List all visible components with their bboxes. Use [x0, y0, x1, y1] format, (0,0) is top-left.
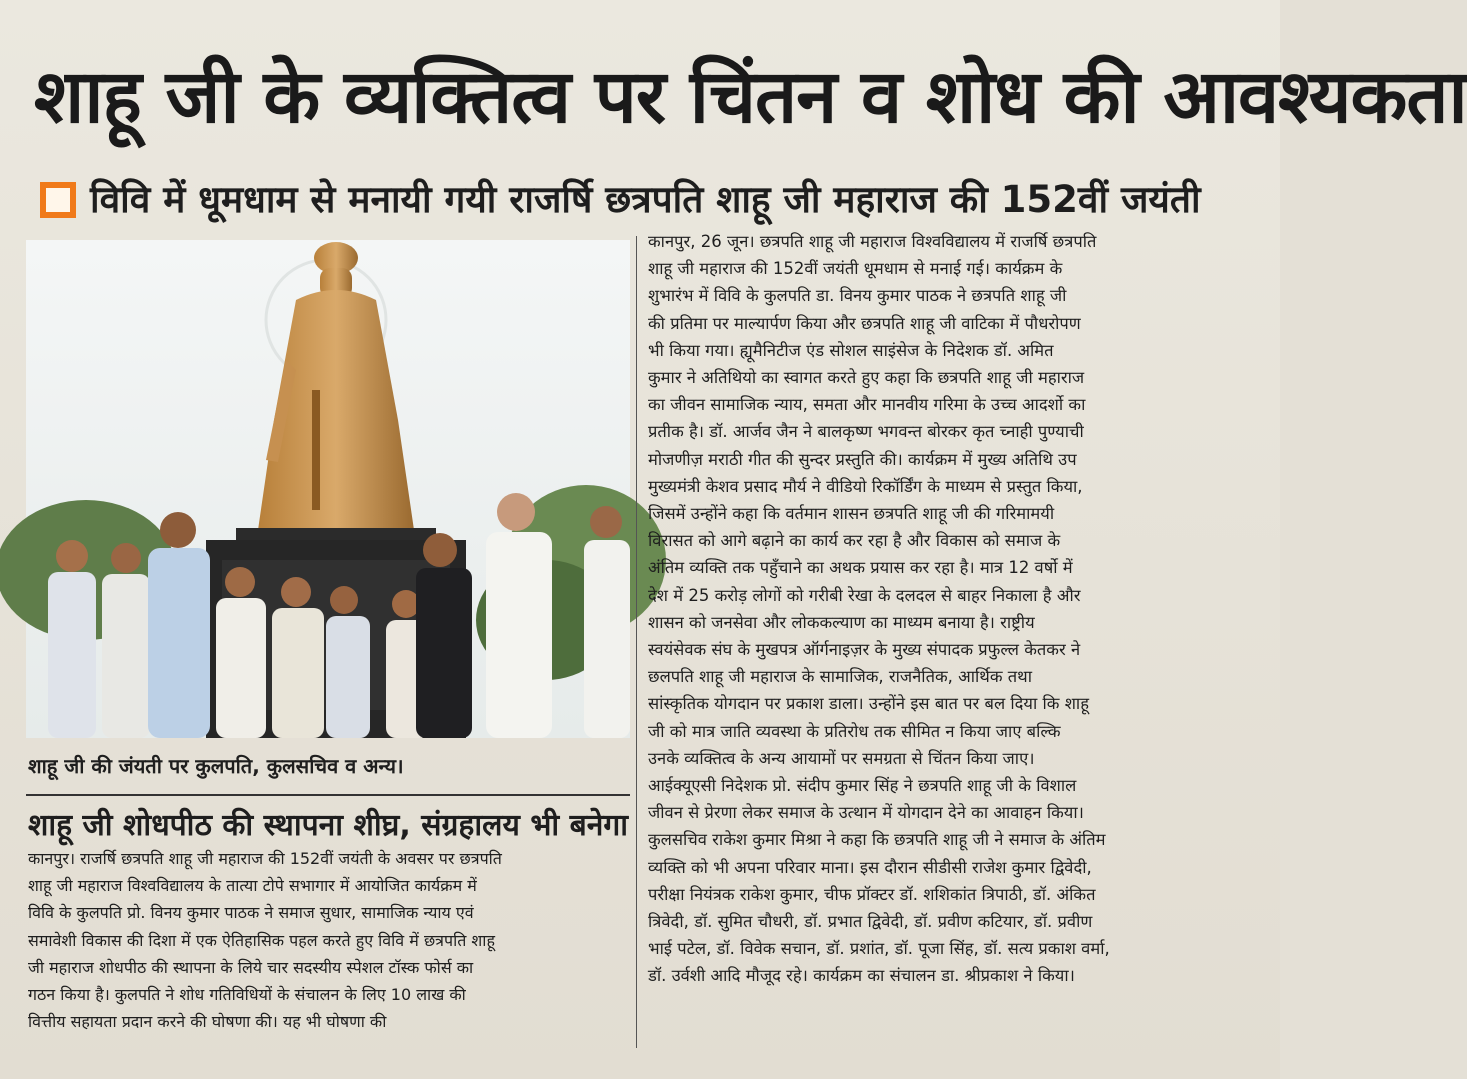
article-line: व्यक्ति को भी अपना परिवार माना। इस दौरान सीडीसी राजेश कुमार द्विवेदी,	[648, 857, 1092, 877]
article-line: जी महाराज शोधपीठ की स्थापना के लिये चार सदस्यीय स्पेशल टॉस्क फोर्स का	[28, 957, 474, 977]
article-line: मुख्यमंत्री केशव प्रसाद मौर्य ने वीडियो रिकॉर्डिंग के माध्यम से प्रस्तुत किया,	[648, 476, 1083, 496]
subheadline	[40, 170, 1250, 230]
article-line: शासन को जनसेवा और लोककल्याण का माध्यम बनाया है। राष्ट्रीय	[648, 612, 1035, 632]
column-divider	[636, 236, 637, 1048]
article-line: शुभारंभ में विवि के कुलपति डा. विनय कुमार पाठक ने छत्रपति शाहू जी	[648, 286, 1067, 306]
subheadline-text: विवि में धूमधाम से मनायी गयी राजर्षि छत्रपति शाहू जी महाराज की 152वीं जयंती	[90, 178, 1201, 221]
secondary-heading: शाहू जी शोधपीठ की स्थापना शीघ्र, संग्रहालय भी बनेगा	[28, 808, 629, 843]
article-line: त्रिवेदी, डॉ. सुमित चौधरी, डॉ. प्रभात द्विवेदी, डॉ. प्रवीण कटियार, डॉ. प्रवीण	[648, 912, 1093, 932]
article-line: विवि के कुलपति प्रो. विनय कुमार पाठक ने समाज सुधार, सामाजिक न्याय एवं	[28, 903, 474, 923]
article-line: शाहू जी महाराज विश्वविद्यालय के तात्या टोपे सभागार में आयोजित कार्यक्रम में	[28, 876, 477, 896]
main-article	[648, 228, 1228, 990]
photo-illustration	[26, 240, 630, 738]
article-line: विरासत को आगे बढ़ाने का कार्य कर रहा है और विकास को समाज के	[648, 531, 1061, 551]
article-line: प्रतीक है। डॉ. आर्जव जैन ने बालकृष्ण भगवन्त बोरकर कृत च्नाही पुण्याची	[648, 422, 1084, 442]
secondary-article	[28, 845, 632, 1035]
article-line: की प्रतिमा पर माल्यार्पण किया और छत्रपति शाहू जी वाटिका में पौधरोपण	[648, 313, 1081, 333]
article-line: कानपुर, 26 जून। छत्रपति शाहू जी महाराज विश्वविद्यालय में राजर्षि छत्रपति	[648, 232, 1097, 251]
article-line: आईक्यूएसी निदेशक प्रो. संदीप कुमार सिंह ने छत्रपति शाहू जी के विशाल	[648, 776, 1077, 796]
article-line: देश में 25 करोड़ लोगों को गरीबी रेखा के दलदल से बाहर निकाला है और	[648, 585, 1081, 605]
article-line: कानपुर। राजर्षि छत्रपति शाहू जी महाराज की 152वीं जयंती के अवसर पर छत्रपति	[28, 849, 502, 868]
article-line: जिसमें उन्होंने कहा कि वर्तमान शासन छत्रपति शाहू जी की गरिमामयी	[648, 504, 1055, 524]
article-line: मोजणीज़ मराठी गीत की सुन्दर प्रस्तुति की। कार्यक्रम में मुख्य अतिथि उप	[648, 449, 1077, 469]
article-line: स्वयंसेवक संघ के मुखपत्र ऑर्गनाइज़र के मुख्य संपादक प्रफुल्ल केतकर ने	[648, 640, 1081, 660]
photo-caption: शाहू जी की जंयती पर कुलपति, कुलसचिव व अन्य।	[28, 754, 404, 778]
bullet-square-icon	[40, 182, 76, 218]
article-line: का जीवन सामाजिक न्याय, समता और मानवीय गरिमा के उच्च आदर्शो का	[648, 395, 1086, 415]
article-line: कुमार ने अतिथियो का स्वागत करते हुए कहा कि छत्रपति शाहू जी महाराज	[648, 368, 1085, 388]
article-line: सांस्कृतिक योगदान पर प्रकाश डाला। उन्होंने इस बात पर बल दिया कि शाहू	[648, 694, 1089, 714]
article-line: जीवन से प्रेरणा लेकर समाज के उत्थान में योगदान देने का आवाहन किया।	[648, 803, 1084, 823]
article-line: भी किया गया। ह्यूमैनिटीज एंड सोशल साइंसेज के निदेशक डॉ. अमित	[648, 340, 1054, 360]
article-line: कुलसचिव राकेश कुमार मिश्रा ने कहा कि छत्रपति शाहू जी ने समाज के अंतिम	[648, 830, 1106, 850]
headline: शाहू जी के व्यक्तित्व पर चिंतन व शोध की आवश्यकता	[34, 54, 1467, 140]
article-line: समावेशी विकास की दिशा में एक ऐतिहासिक पहल करते हुए विवि में छत्रपति शाहू	[28, 930, 495, 950]
article-line: डॉ. उर्वशी आदि मौजूद रहे। कार्यक्रम का संचालन डा. श्रीप्रकाश ने किया।	[648, 966, 1075, 986]
article-line: भाई पटेल, डॉ. विवेक सचान, डॉ. प्रशांत, डॉ. पूजा सिंह, डॉ. सत्य प्रकाश वर्मा,	[648, 939, 1110, 959]
article-line: अंतिम व्यक्ति तक पहुँचाने का अथक प्रयास कर रहा है। मात्र 12 वर्षो में	[648, 558, 1073, 578]
article-line: वित्तीय सहायता प्रदान करने की घोषणा की। यह भी घोषणा की	[28, 1012, 387, 1032]
article-line: उनके व्यक्तित्व के अन्य आयामों पर समग्रता से चिंतन किया जाए।	[648, 748, 1035, 768]
news-photo	[26, 240, 630, 738]
divider	[26, 794, 630, 796]
article-line: शाहू जी महाराज की 152वीं जयंती धूमधाम से मनाई गई। कार्यक्रम के	[648, 259, 1063, 279]
article-line: परीक्षा नियंत्रक राकेश कुमार, चीफ प्रॉक्टर डॉ. शशिकांत त्रिपाठी, डॉ. अंकित	[648, 884, 1096, 904]
article-line: गठन किया है। कुलपति ने शोध गतिविधियों के संचालन के लिए 10 लाख की	[28, 985, 466, 1005]
article-line: जी को मात्र जाति व्यवस्था के प्रतिरोध तक सीमित न किया जाए बल्कि	[648, 721, 1061, 741]
article-line: छलपति शाहू जी महाराज के सामाजिक, राजनैतिक, आर्थिक तथा	[648, 667, 1032, 687]
